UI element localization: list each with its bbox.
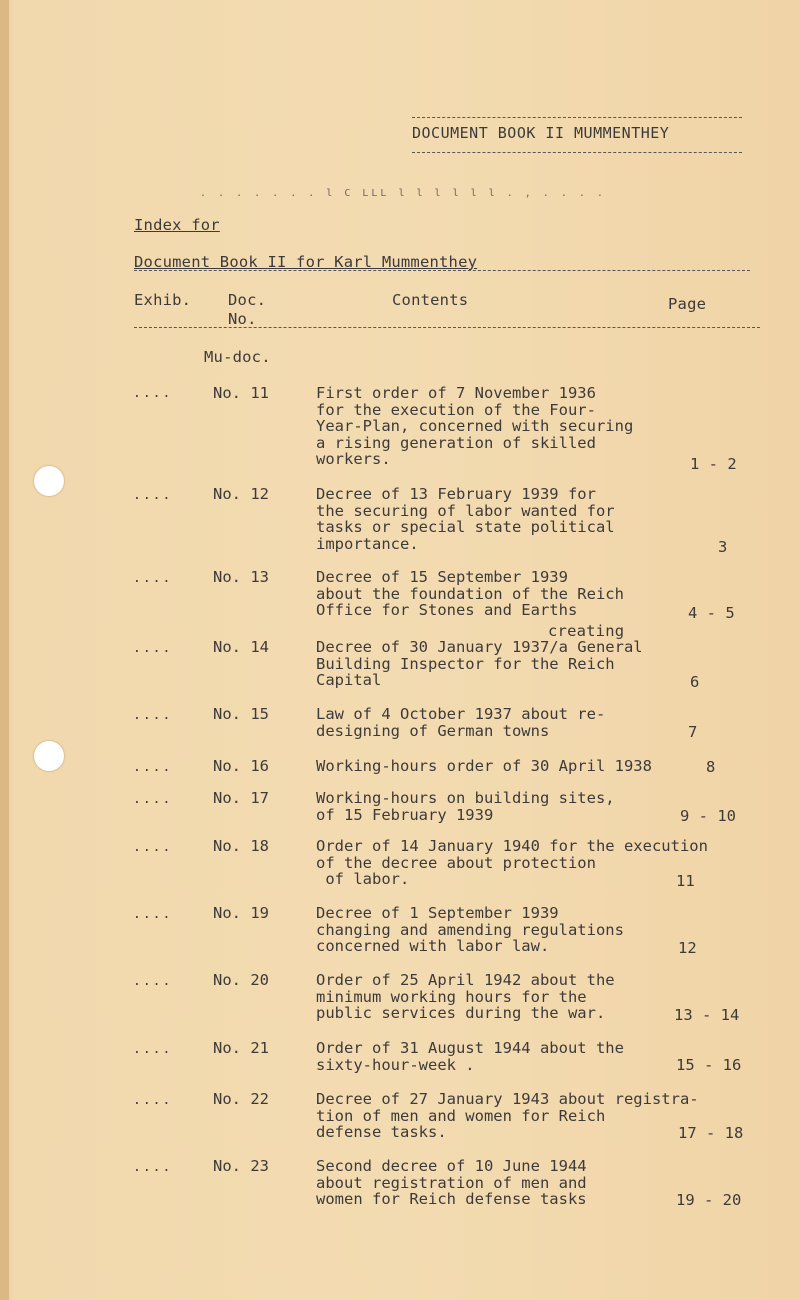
exhibit-dots: .... bbox=[133, 792, 173, 807]
entry-page: 8 bbox=[706, 758, 716, 776]
col-no: No. bbox=[228, 310, 257, 328]
entry-contents: Working-hours on building sites, of 15 February 1939 bbox=[316, 789, 615, 824]
illegible-line: . . . . . . . l C LLL l l l l l l . , . . . . bbox=[200, 188, 606, 199]
entry-page: 19 - 20 bbox=[676, 1191, 742, 1209]
exhibit-dots: .... bbox=[133, 840, 173, 855]
entry-insertion: creating bbox=[548, 622, 625, 640]
entry-page: 15 - 16 bbox=[676, 1056, 742, 1074]
exhibit-dots: .... bbox=[133, 1042, 173, 1057]
entry-contents: Decree of 30 January 1937/a General Building Inspector for the Reich Capital bbox=[316, 638, 643, 689]
doc-number: No. 15 bbox=[213, 705, 269, 723]
exhibit-dots: .... bbox=[133, 1093, 173, 1108]
entry-page: 13 - 14 bbox=[674, 1006, 740, 1024]
col-doc: Doc. bbox=[228, 291, 267, 309]
exhibit-dots: .... bbox=[133, 708, 173, 723]
entry-page: 7 bbox=[688, 723, 698, 741]
exhibit-dots: .... bbox=[133, 760, 173, 775]
doc-number: No. 19 bbox=[213, 904, 269, 922]
doc-number: No. 14 bbox=[213, 638, 269, 656]
col-page: Page bbox=[668, 295, 707, 313]
entry-page: 11 bbox=[676, 872, 695, 890]
entry-contents: Order of 25 April 1942 about the minimum working hours for the public services during the war. bbox=[316, 971, 615, 1022]
header-rule-bottom bbox=[412, 152, 742, 153]
doc-number: No. 22 bbox=[213, 1090, 269, 1108]
entry-contents: First order of 7 November 1936 for the execution of the Four- Year-Plan, concerned with securing a rising generation of skilled workers. bbox=[316, 384, 634, 468]
col-exhib: Exhib. bbox=[134, 291, 192, 309]
entry-page: 12 bbox=[678, 939, 697, 957]
punch-hole bbox=[34, 466, 64, 496]
paper-edge bbox=[0, 0, 9, 1300]
entry-contents: Decree of 15 September 1939 about the foundation of the Reich Office for Stones and Earths bbox=[316, 568, 624, 619]
entry-contents: Decree of 1 September 1939 changing and amending regulations concerned with labor law. bbox=[316, 904, 624, 955]
entry-contents: Decree of 13 February 1939 for the securing of labor wanted for tasks or special state political importance. bbox=[316, 485, 615, 553]
doc-number: No. 21 bbox=[213, 1039, 269, 1057]
exhibit-dots: .... bbox=[133, 571, 173, 586]
doc-number: No. 12 bbox=[213, 485, 269, 503]
entry-contents: Order of 14 January 1940 for the execution of the decree about protection of labor. bbox=[316, 837, 708, 888]
columns-rule bbox=[134, 327, 760, 328]
entry-page: 1 - 2 bbox=[690, 455, 737, 473]
exhibit-dots: .... bbox=[133, 974, 173, 989]
entry-page: 9 - 10 bbox=[680, 807, 736, 825]
entry-contents: Decree of 27 January 1943 about registra- tion of men and women for Reich defense tasks. bbox=[316, 1090, 699, 1141]
exhibit-dots: .... bbox=[133, 386, 173, 401]
entry-contents: Law of 4 October 1937 about re- designing of German towns bbox=[316, 705, 606, 740]
punch-hole bbox=[34, 741, 64, 771]
header-rule-top bbox=[412, 117, 742, 118]
document-header: DOCUMENT BOOK II MUMMENTHEY bbox=[412, 124, 670, 142]
doc-number: No. 23 bbox=[213, 1157, 269, 1175]
doc-number: No. 16 bbox=[213, 757, 269, 775]
doc-number: No. 18 bbox=[213, 837, 269, 855]
book-title-rule bbox=[134, 270, 750, 271]
entry-page: 6 bbox=[690, 673, 700, 691]
exhibit-dots: .... bbox=[133, 641, 173, 656]
exhibit-dots: .... bbox=[133, 1160, 173, 1175]
entry-page: 3 bbox=[718, 538, 728, 556]
entry-contents: Order of 31 August 1944 about the sixty-hour-week . bbox=[316, 1039, 624, 1074]
index-title: Index for bbox=[134, 216, 220, 234]
doc-number: No. 17 bbox=[213, 789, 269, 807]
entry-page: 4 - 5 bbox=[688, 604, 735, 622]
section-label: Mu-doc. bbox=[204, 348, 271, 366]
col-contents: Contents bbox=[392, 291, 469, 309]
exhibit-dots: .... bbox=[133, 907, 173, 922]
entry-page: 17 - 18 bbox=[678, 1124, 744, 1142]
doc-number: No. 11 bbox=[213, 384, 269, 402]
doc-number: No. 13 bbox=[213, 568, 269, 586]
exhibit-dots: .... bbox=[133, 488, 173, 503]
entry-contents: Second decree of 10 June 1944 about registration of men and women for Reich defense tasks bbox=[316, 1157, 587, 1208]
book-title: Document Book II for Karl Mummenthey bbox=[134, 253, 478, 271]
doc-number: No. 20 bbox=[213, 971, 269, 989]
entry-contents: Working-hours order of 30 April 1938 bbox=[316, 757, 652, 775]
